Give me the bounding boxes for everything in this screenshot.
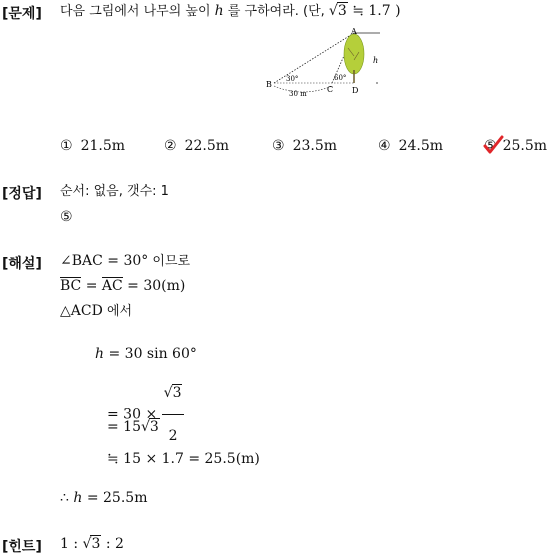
solution-line-1 (60, 252, 190, 271)
hint-prefix: 1 : (60, 536, 83, 552)
conclusion-prefix: ∴ (60, 490, 74, 506)
fraction-numerator: √3 (162, 373, 185, 415)
equation-3-prefix: = 15 (107, 419, 141, 435)
choice-2-value: 22.5m (184, 138, 230, 154)
choice-1[interactable] (60, 138, 125, 154)
equation-3: = 15√3 (107, 419, 159, 435)
equation-2-prefix: = 30 × (107, 406, 162, 423)
hint-radicand: 3 (91, 536, 101, 552)
problem-sqrt-radicand: 3 (337, 3, 347, 19)
tree-crown (344, 34, 364, 74)
hint-suffix: : 2 (101, 536, 124, 552)
choice-5-number: ⑤ (484, 138, 497, 154)
angle-b-label: 30° (286, 75, 299, 83)
choice-4-number: ④ (378, 138, 391, 154)
choice-4-value: 24.5m (398, 138, 444, 154)
problem-approx: ≒ 1.7 ) (347, 3, 401, 19)
choice-1-value: 21.5m (80, 138, 126, 154)
segment-bc: BC (60, 278, 82, 294)
problem-text (60, 2, 401, 21)
check-mark-icon (482, 135, 504, 155)
point-a-label: A (351, 27, 357, 36)
conclusion-value: = 25.5m (82, 490, 148, 506)
solution-line-2-tail: = 30(m) (122, 278, 186, 294)
fraction-numerator-radicand: 3 (172, 385, 182, 401)
problem-text-before: 다음 그림에서 나무의 높이 (60, 4, 215, 19)
point-b-label: B (266, 80, 272, 89)
solution-line-1-math: ∠BAC = 30° (60, 253, 149, 269)
problem-text-after: 를 구하여라. (단, (223, 4, 329, 19)
answer-line-2: ⑤ (60, 209, 73, 225)
choice-3[interactable] (272, 138, 337, 154)
solution-line-2: BC = AC = 30(m) (60, 278, 186, 294)
solution-line-3-math: △ACD (60, 303, 103, 319)
conclusion-var: h (73, 490, 83, 506)
solution-label: [해설] (2, 256, 42, 272)
solution-line-3 (60, 302, 132, 321)
hint-label: [힌트] (2, 539, 42, 555)
problem-label: [문제] (2, 6, 42, 22)
solution-line-1-kor: 이므로 (148, 254, 191, 269)
problem-sqrt: √3 (328, 3, 347, 19)
point-d-label: D (352, 86, 359, 95)
solution-line-3-kor: 에서 (102, 304, 133, 319)
height-label: h (373, 56, 379, 65)
point-c-label: C (327, 85, 334, 94)
angle-c-label: 60° (334, 74, 347, 82)
equation-3-radicand: 3 (149, 419, 159, 435)
length-bc-label: 30 m (289, 90, 307, 96)
equation-2 (107, 373, 184, 456)
equation-1-lhs: h (95, 346, 105, 362)
choice-1-number: ① (60, 138, 73, 154)
problem-figure (262, 26, 392, 96)
segment-ac: AC (101, 278, 123, 294)
choice-3-value: 23.5m (292, 138, 338, 154)
solution-conclusion (60, 489, 147, 507)
equation-1 (95, 345, 197, 363)
choice-5[interactable] (484, 138, 547, 154)
choice-3-number: ③ (272, 138, 285, 154)
choice-5-number-wrap (484, 138, 497, 154)
answer-label: [정답] (2, 186, 42, 202)
answer-line-1: 순서: 없음, 갯수: 1 (60, 184, 169, 199)
choice-4[interactable] (378, 138, 443, 154)
fraction-denominator: 2 (168, 428, 178, 444)
problem-var-h: h (214, 3, 224, 19)
choice-5-value: 25.5m (502, 138, 548, 154)
hint-text: 1 : √3 : 2 (60, 536, 124, 552)
choice-2[interactable] (164, 138, 229, 154)
equation-1-rhs: = 30 sin 60° (104, 346, 197, 362)
equation-2-fraction (162, 373, 185, 456)
equation-4: ≒ 15 × 1.7 = 25.5(m) (107, 451, 260, 467)
choice-2-number: ② (164, 138, 177, 154)
